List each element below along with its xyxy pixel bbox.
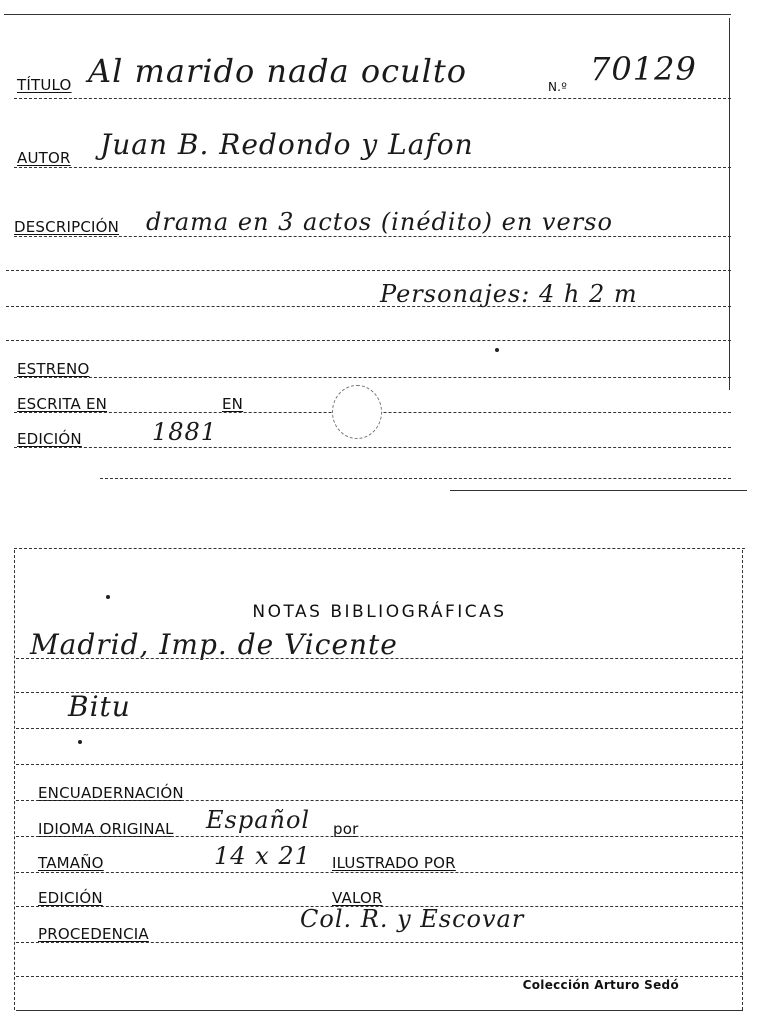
notas-line-2: Bitu [68, 690, 131, 723]
encuadernacion-label: ENCUADERNACIÓN [38, 784, 184, 802]
edicion-value-top: 1881 [152, 418, 218, 446]
titulo-value: Al marido nada oculto [88, 52, 467, 90]
ink-dot [106, 595, 110, 599]
descripcion-line-4 [6, 340, 731, 341]
escrita-en-label: ESCRITA EN [17, 395, 108, 413]
por-label: por [333, 820, 359, 838]
en-label: EN [222, 395, 244, 413]
ilustrado-label: ILUSTRADO POR [332, 854, 456, 872]
ink-dot [495, 348, 499, 352]
idioma-value: Español [206, 806, 311, 834]
estreno-label: ESTRENO [17, 360, 90, 378]
notas-title: NOTAS BIBLIOGRÁFICAS [252, 602, 507, 622]
valor-label: VALOR [332, 889, 383, 907]
estreno-line [14, 377, 731, 378]
numero-value: 70129 [590, 50, 697, 88]
edicion-line-top [14, 447, 731, 448]
card-top-border [4, 14, 731, 15]
tamano-value: 14 x 21 [214, 842, 311, 870]
procedencia-value: Col. R. y Escovar [300, 905, 525, 933]
card-bottom-top-border [14, 548, 745, 549]
titulo-label: TÍTULO [17, 76, 72, 94]
descripcion-value: drama en 3 actos (inédito) en verso [146, 208, 613, 236]
catalog-card-bottom [0, 540, 759, 1020]
card-bottom-bottom-border [16, 1010, 743, 1011]
autor-label: AUTOR [17, 149, 71, 167]
notas-rule-1 [16, 658, 743, 659]
titulo-line [14, 98, 731, 99]
tamano-label: TAMAÑO [38, 854, 104, 872]
descripcion-line-1 [14, 236, 731, 237]
procedencia-rule [16, 942, 743, 943]
card-right-border [729, 18, 730, 390]
collection-credit: Colección Arturo Sedó [522, 978, 679, 992]
card-separator [450, 490, 747, 491]
autor-line [14, 167, 731, 168]
encuadernacion-rule [16, 800, 743, 801]
edicion-label-top: EDICIÓN [17, 430, 82, 448]
card-top-bottom-line [100, 478, 731, 479]
descripcion-line-2 [6, 270, 731, 271]
punch-hole [332, 385, 382, 439]
notas-rule-3 [16, 728, 743, 729]
edicion-label-bottom: EDICIÓN [38, 889, 103, 907]
notas-line-1: Madrid, Imp. de Vicente [30, 628, 398, 661]
catalog-card-top [0, 0, 759, 490]
numero-label: N.º [548, 80, 568, 94]
autor-value: Juan B. Redondo y Lafon [100, 128, 474, 161]
descripcion-label: DESCRIPCIÓN [14, 218, 120, 236]
notas-rule-4 [16, 764, 743, 765]
idioma-rule [16, 836, 743, 837]
bottom-rule [16, 976, 743, 977]
descripcion-line-3 [6, 306, 731, 307]
ink-dot [78, 740, 82, 744]
personajes-value: Personajes: 4 h 2 m [380, 280, 638, 308]
tamano-rule [16, 872, 743, 873]
idioma-label: IDIOMA ORIGINAL [38, 820, 174, 838]
procedencia-label: PROCEDENCIA [38, 925, 149, 943]
